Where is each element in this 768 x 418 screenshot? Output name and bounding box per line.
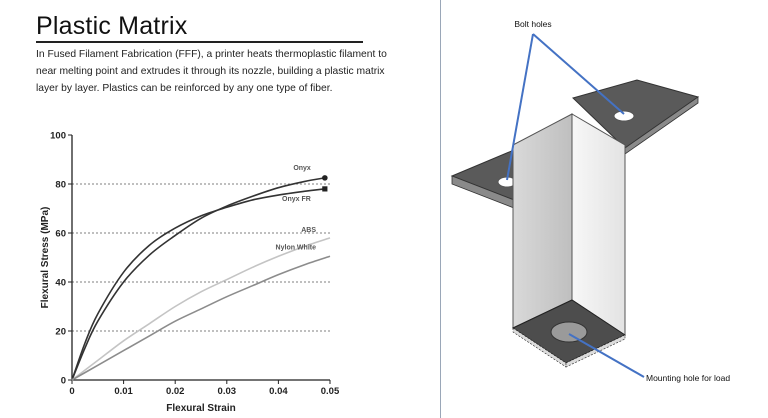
series-label-nylon-white: Nylon White: [275, 244, 316, 252]
stress-strain-chart: [0, 120, 440, 418]
series-label-onyx: Onyx: [293, 164, 311, 172]
series-end-marker-onyx-fr: [322, 186, 327, 191]
series-line-nylon-white: [72, 256, 330, 380]
series-line-onyx: [72, 178, 325, 380]
x-tick-label: 0: [69, 386, 75, 397]
x-tick-label: 0.04: [269, 386, 288, 397]
paragraph-line-1: In Fused Filament Fabrication (FFF), a printer heats thermoplastic filament to: [36, 49, 387, 60]
mounting-hole-label: Mounting hole for load: [646, 373, 731, 383]
series-label-abs: ABS: [301, 226, 316, 234]
paragraph-line-2: near melting point and extrudes it through its nozzle, building a plastic matrix: [36, 66, 385, 77]
y-tick-label: 100: [50, 130, 66, 142]
x-tick-label: 0.02: [165, 386, 185, 397]
series-layer: [72, 175, 330, 380]
x-tick-label: 0.05: [320, 386, 340, 397]
y-tick-label: 40: [55, 277, 66, 289]
x-tick-label: 0.01: [114, 386, 133, 397]
y-axis-label: Flexural Stress (MPa): [40, 206, 51, 309]
x-tick-label: 0.03: [217, 386, 237, 397]
bolt-holes-label: Bolt holes: [514, 19, 552, 29]
y-tick-label: 0: [60, 375, 66, 387]
bracket-drawing: [441, 0, 768, 418]
y-tick-label: 80: [55, 179, 66, 191]
mounting-hole-icon: [551, 322, 587, 342]
x-axis-label: Flexural Strain: [166, 403, 236, 414]
series-end-marker-onyx: [322, 175, 328, 181]
y-tick-label: 20: [55, 326, 66, 338]
page-title: Plastic Matrix: [36, 12, 188, 40]
title-rule: [36, 41, 363, 43]
labels-layer: [40, 131, 340, 415]
figure-pane: [441, 0, 768, 418]
bolt-hole-icon: [614, 111, 634, 121]
paragraph-line-3: layer by layer. Plastics can be reinforced by any one type of fiber.: [36, 83, 333, 94]
intro-paragraph: [36, 46, 387, 97]
y-tick-label: 60: [55, 228, 66, 240]
series-label-onyx-fr: Onyx FR: [282, 195, 311, 203]
axes-layer: [68, 135, 330, 384]
